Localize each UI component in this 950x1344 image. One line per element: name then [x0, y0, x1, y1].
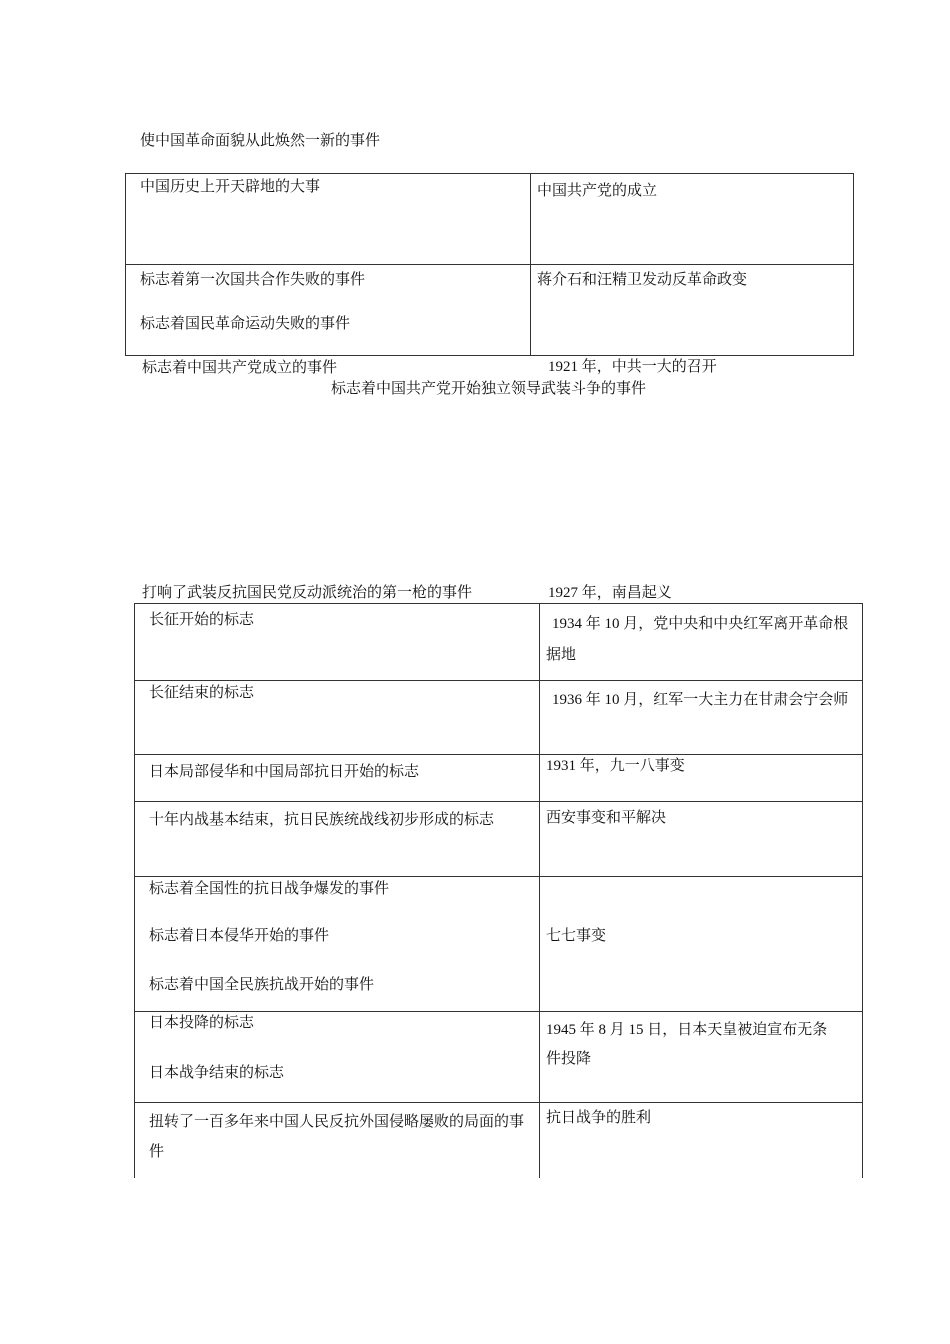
table-cell-left: [135, 877, 540, 1012]
event-description: 扭转了一百多年来中国人民反抗外国侵略屡败的局面的事件: [149, 1112, 525, 1160]
event-answer: 西安事变和平解决: [546, 808, 667, 826]
event-answer-text: ，红军一大主力在甘肃会宁会师: [638, 690, 849, 708]
event-answer: 中国共产党的成立: [537, 181, 658, 199]
event-answer-text: ，日本天皇被迫宣布无条件投降: [546, 1020, 828, 1067]
event-answer: [546, 684, 858, 715]
event-answer-text: ，党中央和中央红军离开革命根据地: [546, 614, 849, 663]
event-description: 十年内战基本结束，抗日民族统战线初步形成的标志: [149, 810, 495, 828]
table-cell-right: [531, 174, 854, 265]
event-date: 1936 年 10 月: [552, 692, 639, 708]
event-answer: 抗日战争的胜利: [546, 1108, 652, 1126]
event-description: 打响了武装反抗国民党反动派统治的第一枪的事件: [142, 583, 473, 601]
table-row: [135, 877, 863, 1012]
table-cell-right: [540, 604, 863, 681]
event-description: 标志着全国性的抗日战争爆发的事件: [149, 879, 390, 897]
table-cell-left: [135, 802, 540, 877]
event-date: 1921 年: [548, 359, 597, 375]
event-answer-text: ，南昌起义: [596, 583, 672, 601]
event-date: 1931 年: [546, 758, 595, 774]
events-table-1: [125, 173, 854, 356]
intro-line: 使中国革命面貌从此焕然一新的事件: [140, 131, 381, 149]
events-table-2: [134, 603, 863, 1178]
event-description: 长征开始的标志: [149, 610, 255, 628]
event-description: 日本战争结束的标志: [149, 1063, 285, 1081]
table-cell-left: [135, 755, 540, 802]
event-answer: 七七事变: [546, 926, 607, 944]
event-date: 1927 年: [548, 585, 597, 601]
table-cell-left: [135, 604, 540, 681]
event-date: 1934 年 10 月: [552, 616, 639, 632]
table-row: [135, 604, 863, 681]
event-description: 日本局部侵华和中国局部抗日开始的标志: [149, 762, 420, 780]
table-row: [135, 1103, 863, 1179]
event-answer: [546, 755, 685, 776]
table-row: [135, 681, 863, 755]
event-answer-text: ，中共一大的召开: [596, 357, 717, 375]
table-cell-left: [135, 1103, 540, 1179]
event-description: 标志着国民革命运动失败的事件: [140, 314, 351, 332]
event-description: 标志着中国共产党成立的事件: [142, 358, 338, 376]
table-cell-left: [135, 1012, 540, 1103]
table-cell-right: [540, 1012, 863, 1103]
table-row: [135, 1012, 863, 1103]
table-cell-right: [540, 755, 863, 802]
event-date: 1945 年 8 月 15 日: [546, 1022, 663, 1038]
table-cell-right: [531, 265, 854, 356]
table-row: [126, 174, 854, 265]
table-cell-right: [540, 877, 863, 1012]
event-answer: [548, 356, 717, 377]
event-description: 日本投降的标志: [149, 1013, 255, 1031]
event-description: 长征结束的标志: [149, 683, 255, 701]
table-cell-left: [126, 174, 531, 265]
event-answer: [548, 582, 672, 603]
table-cell-right: [540, 681, 863, 755]
event-answer-text: ，九一八事变: [594, 756, 685, 774]
table-row: [135, 802, 863, 877]
event-description: 标志着第一次国共合作失败的事件: [140, 270, 366, 288]
table-cell-left: [135, 681, 540, 755]
event-answer: 蒋介石和汪精卫发动反革命政变: [537, 270, 748, 288]
table-cell-right: [540, 802, 863, 877]
table-cell-right: [540, 1103, 863, 1179]
event-description: 标志着中国全民族抗战开始的事件: [149, 975, 375, 993]
event-description: 标志着日本侵华开始的事件: [149, 926, 330, 944]
event-answer: [546, 1015, 842, 1072]
table-cell-left: [126, 265, 531, 356]
event-description: 中国历史上开天辟地的大事: [140, 177, 321, 195]
table-row: [135, 755, 863, 802]
event-answer: [546, 608, 858, 669]
table-row: [126, 265, 854, 356]
event-description: 标志着中国共产党开始独立领导武装斗争的事件: [331, 379, 647, 397]
